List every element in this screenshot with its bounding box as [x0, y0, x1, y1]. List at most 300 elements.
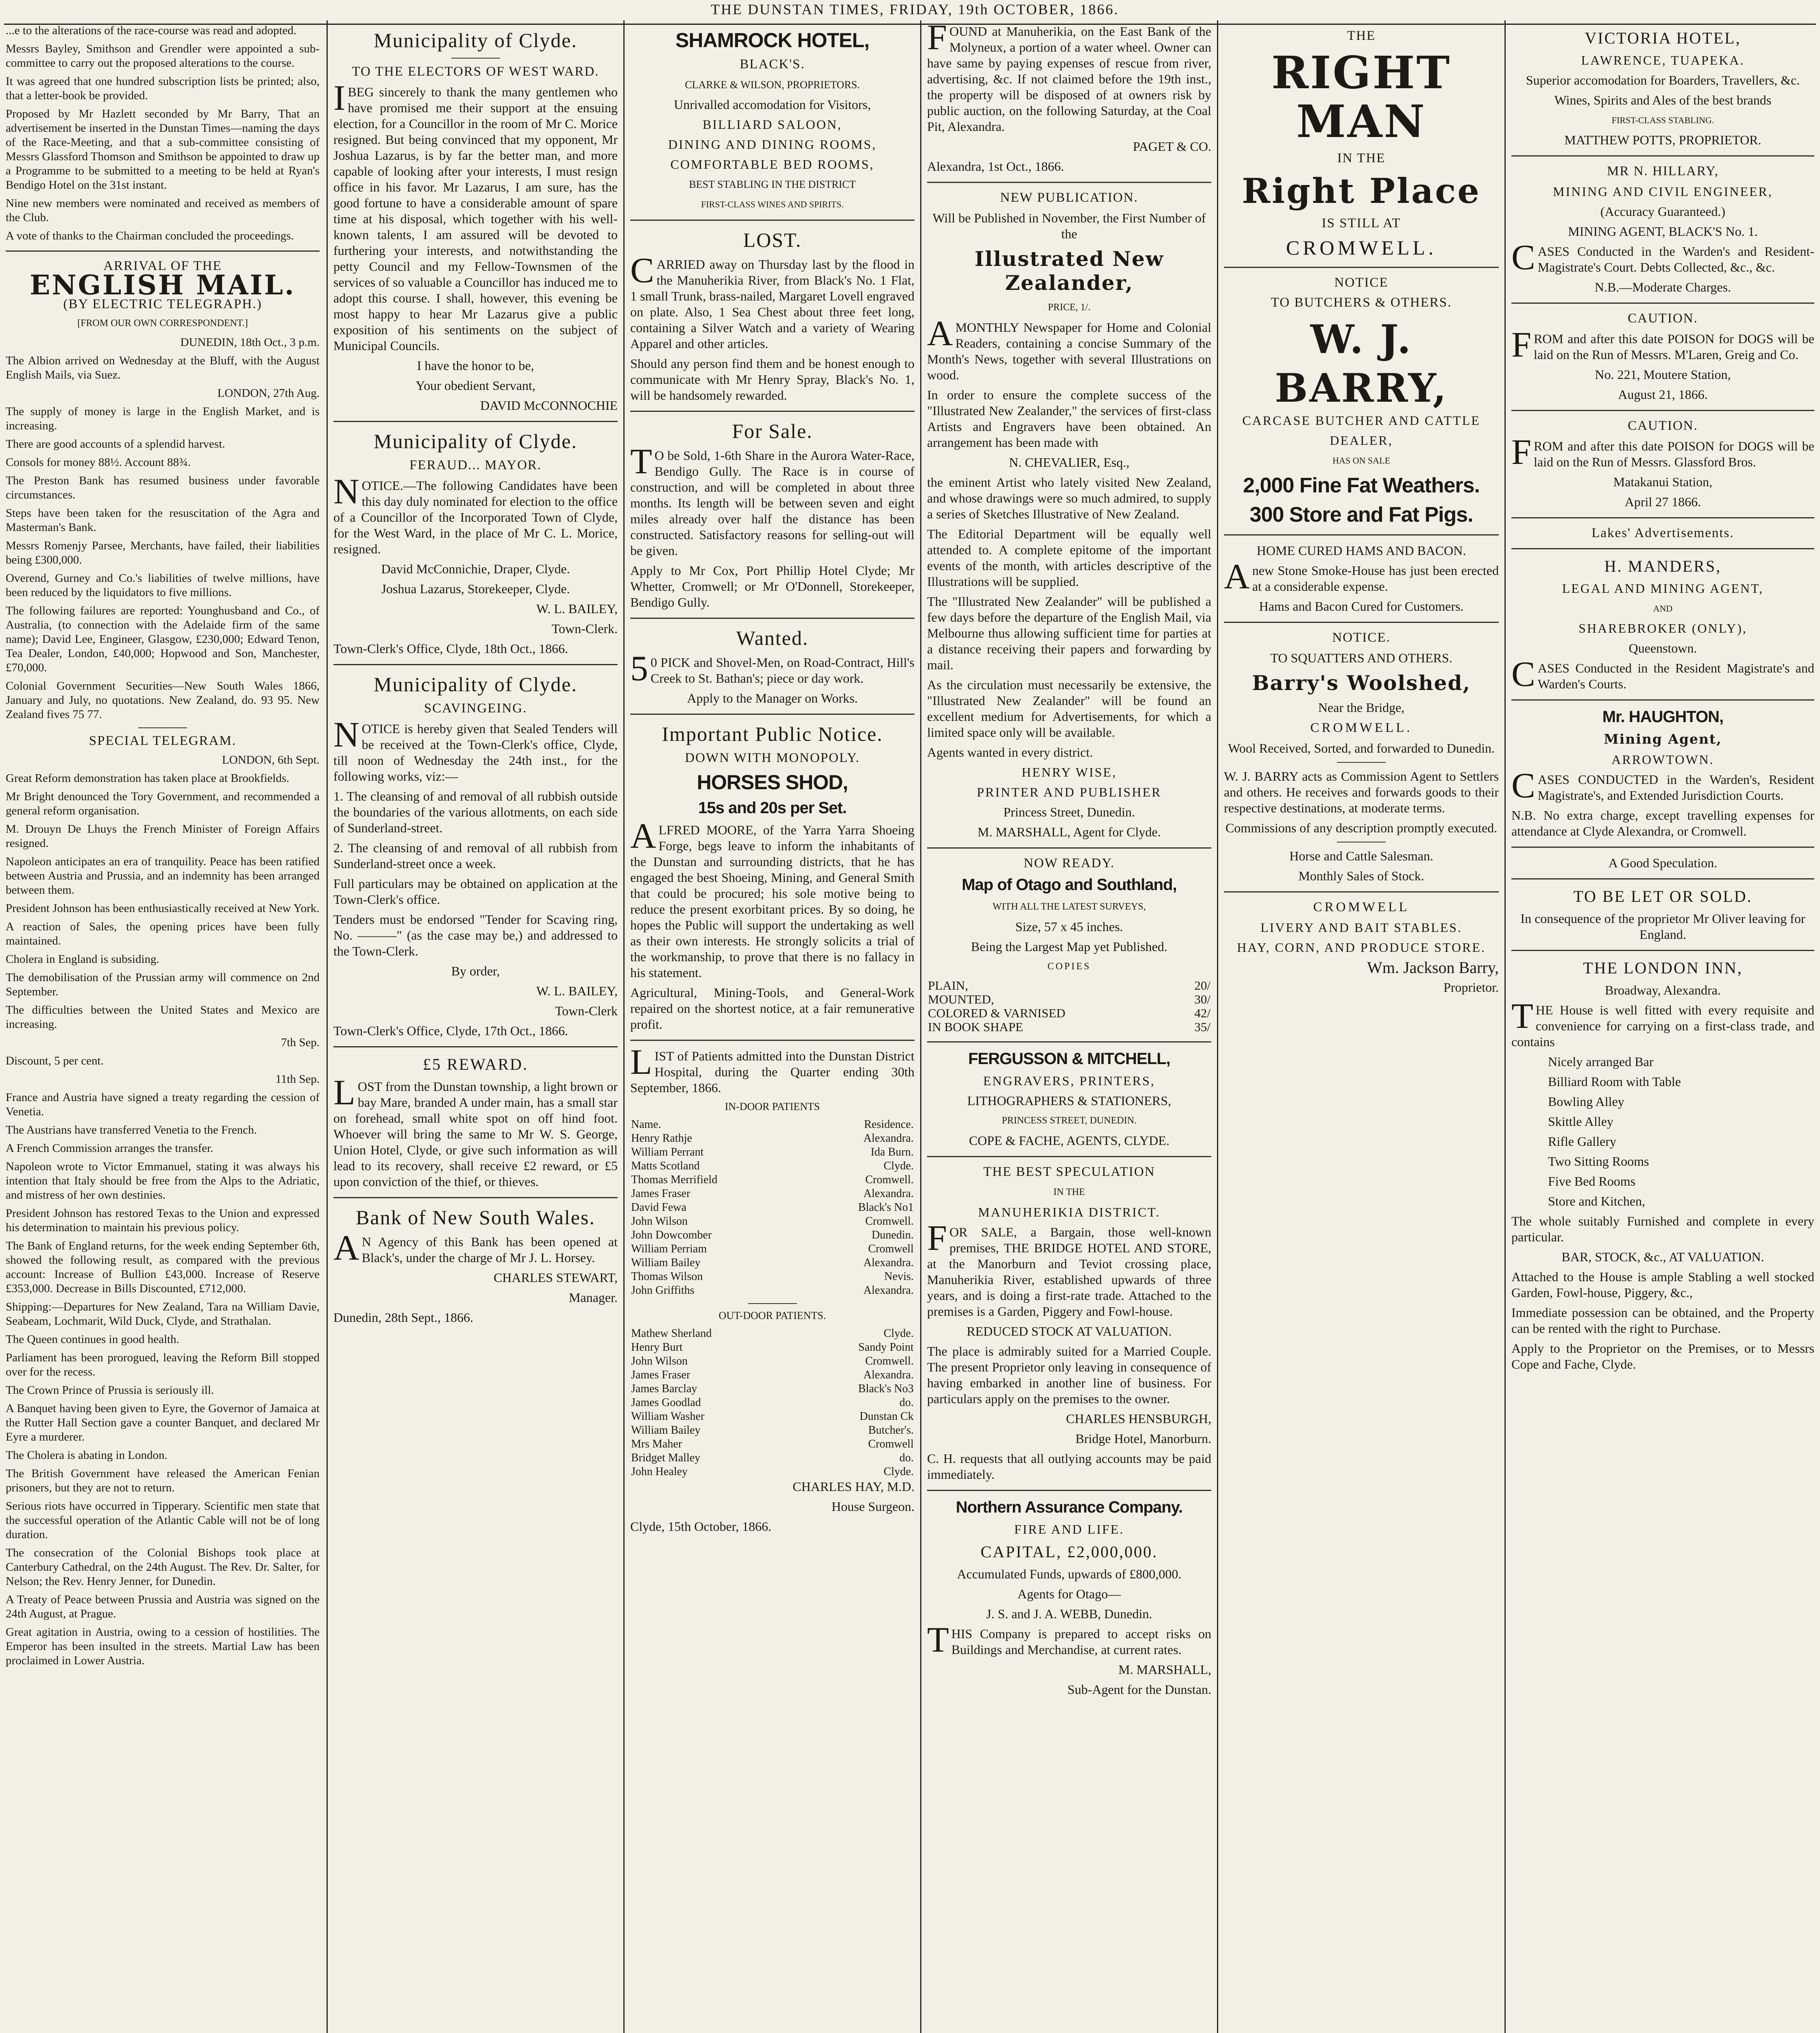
signature: Town-Clerk. — [551, 621, 618, 636]
headline: SHAMROCK HOTEL, — [675, 29, 869, 52]
headline: CAUTION. — [1628, 311, 1698, 326]
advert-body: NOTICE is hereby given that Sealed Tenders will be received at the Town-Clerk's office, Clyde, till noon of Wednesday the 24th inst., for the following works, viz:— — [333, 715, 618, 784]
advert-body: ALFRED MOORE, of the Yarra Yarra Shoeing Forge, begs leave to inform the inhabitants of the Dunstan and surrounding districts, that he has engaged the best Shoeing, Mining, and General Smith that could be procured; his sole motive being to reduce the present exorbitant prices. By so doing, he hopes the Public will support the undertaking as well as their own interests. He strongly solicits a trial of the workmanship, to prove that there is no fallacy in his statement. — [630, 816, 914, 980]
headline: Municipality of Clyde. — [374, 430, 577, 453]
advert-line: April 27 1866. — [1624, 494, 1701, 509]
headline: Lakes' Advertisements. — [1591, 526, 1734, 540]
advert-body: W. J. BARRY acts as Commission Agent to Settlers and others. He receives and forwards goods to their respective destinations, at moderate terms. — [1224, 769, 1499, 815]
advert-line: Queenstown. — [1628, 641, 1697, 655]
article-paragraph: Nine new members were nominated and received as members of the Club. — [6, 197, 320, 224]
headline: Illustrated New Zealander, — [974, 247, 1164, 295]
article-paragraph: Proposed by Mr Hazlett seconded by Mr Barry, That an advertisement be inserted in the Dunstan Times—naming the days of the Race-Meeting, and that a sub-committee consisting of Messrs Glassford Thomson and Smithson be appointed to draw up a Programme to be submitted to a meeting to be held at Ryan's Bendigo Hotel on the 31st instant. — [6, 107, 320, 192]
advert-body: C. H. requests that all outlying accounts may be paid immediately. — [927, 1451, 1211, 1482]
article-paragraph: Great Reform demonstration has taken place at Brookfields. — [6, 772, 290, 785]
headline: CAPITAL, £2,000,000. — [980, 1543, 1158, 1561]
advert-line: Broadway, Alexandra. — [1605, 983, 1721, 997]
column-municipal — [328, 20, 623, 2033]
dateline: 11th Sep. — [275, 1073, 320, 1086]
column-barry — [1218, 20, 1504, 2033]
advert-body: AN Agency of this Bank has been opened at Black's, under the charge of Mr J. L. Horsey. — [333, 1228, 618, 1268]
table-row: William Perriam Cromwell — [631, 1243, 914, 1255]
advert-line: Superior accomodation for Boarders, Travellers, &c. — [1526, 73, 1800, 87]
headline: RIGHT MAN — [1271, 46, 1452, 148]
advert-line: Being the Largest Map yet Published. — [971, 939, 1167, 954]
headline: FERGUSSON & MITCHELL, — [968, 1050, 1170, 1068]
advert-body: The place is admirably suited for a Married Couple. The present Proprietor only leaving in consequence of having embarked in another line of business. For particulars apply on the premises to the owner. — [927, 1344, 1211, 1406]
advert-line: AND — [1653, 603, 1673, 614]
headline: NOW READY. — [1023, 856, 1115, 871]
subheading: TO THE ELECTORS OF WEST WARD. — [352, 64, 599, 79]
divider — [1511, 878, 1814, 879]
subheading: FERAUD... MAYOR. — [409, 458, 542, 472]
advert-body: Immediate possession can be obtained, and the Property can be rented with the right to Purchase. — [1511, 1305, 1814, 1336]
advert-line: HAY, CORN, AND PRODUCE STORE. — [1237, 940, 1486, 955]
article-paragraph: France and Austria have signed a treaty regarding the cession of Venetia. — [6, 1091, 320, 1118]
advert-line: August 21, 1866. — [1618, 387, 1708, 402]
headline: NEW PUBLICATION. — [1000, 190, 1139, 205]
advert-line: Bridge Hotel, Manorburn. — [1075, 1431, 1211, 1446]
divider — [630, 411, 914, 412]
headline: Municipality of Clyde. — [374, 673, 577, 696]
headline: ENGLISH MAIL. — [30, 269, 296, 301]
list-item: Store and Kitchen, — [1548, 1194, 1646, 1208]
article-paragraph: Great agitation in Austria, owing to a cession of hostilities. The Emperor has been insulted in the streets. Martial Law has been proclaimed in Lower Austria. — [6, 1626, 320, 1667]
article-paragraph: Shipping:—Departures for New Zealand, Tara na William Davie, Seabeam, Lochmarit, Wild Duck, Clyde, and Strathalan. — [6, 1300, 320, 1328]
article-paragraph: The demobilisation of the Prussian army will commence on 2nd September. — [6, 971, 320, 998]
headline: CAUTION. — [1628, 418, 1698, 433]
article-paragraph: The Cholera is abating in London. — [6, 1449, 168, 1462]
advert-line: COMFORTABLE BED ROOMS, — [670, 157, 875, 172]
table-row: James Barclay Black's No3 — [631, 1382, 914, 1395]
column-header: Name. — [631, 1118, 661, 1131]
advert-line: N.B.—Moderate Charges. — [1594, 280, 1731, 294]
advert-line: LEGAL AND MINING AGENT, — [1562, 581, 1764, 596]
advert-date: Town-Clerk's Office, Clyde, 17th Oct., 1866. — [333, 1023, 568, 1038]
advert-body: 1. The cleansing of and removal of all rubbish outside the boundaries of the various allotments, on each side of Sunderland-street. — [333, 789, 618, 835]
advert-line: WITH ALL THE LATEST SURVEYS, — [993, 901, 1146, 912]
article-paragraph: M. Drouyn De Lhuys the French Minister of Foreign Affairs resigned. — [6, 823, 320, 850]
advert-body: FOUND at Manuherikia, on the East Bank of the Molyneux, a portion of a water wheel. Owner can have same by paying expenses of rescue from river, advertising, &c. If not claimed before the 19th inst., the property will be disposed of at owners risk by public auction, on the following Saturday, at the Coal Pit, Alexandra. — [927, 20, 1211, 134]
advert-body: NOTICE.—The following Candidates have been this day duly nominated for election to the office of a Councillor of the Incorporated Town of Clyde, for the West Ward, in the place of Mr C. L. Morice, resigned. — [333, 472, 618, 556]
article-paragraph: Serious riots have occurred in Tipperary. Scientific men state that the successful operation of the Atlantic Cable will not be of long duration. — [6, 1500, 320, 1541]
headline: 300 Store and Fat Pigs. — [1250, 503, 1473, 527]
headline: Northern Assurance Company. — [956, 1498, 1183, 1516]
advert-line: COPE & FACHE, AGENTS, CLYDE. — [969, 1133, 1170, 1148]
headline: H. MANDERS, — [1604, 557, 1722, 575]
advert-line: CLARKE & WILSON, PROPRIETORS. — [685, 79, 860, 91]
advert-line: N. CHEVALIER, Esq., — [1009, 455, 1130, 470]
article-paragraph: The British Government have released the American Fenian prisoners, but they are not to return. — [6, 1467, 320, 1494]
advert-body: The "Illustrated New Zealander" will be published a few days before the departure of the English Mail, via Melbourne thus allowing sufficient time for parties at a distance receiving their papers and forwarding by mail. — [927, 594, 1211, 672]
advert-line: No. 221, Moutere Station, — [1595, 367, 1731, 382]
signature: Town-Clerk — [555, 1003, 618, 1018]
table-row: Thomas Wilson Nevis. — [631, 1270, 914, 1283]
advert-line: Unrivalled accomodation for Visitors, — [674, 97, 871, 112]
table-row: John Dowcomber Dunedin. — [631, 1229, 914, 1241]
price-table — [927, 979, 1211, 1034]
table-row: Henry Rathje Alexandra. — [631, 1132, 914, 1145]
advert-line: ARROWTOWN. — [1611, 752, 1714, 767]
table-row: William Bailey Butcher's. — [631, 1424, 914, 1437]
headline: MR N. HILLARY, — [1607, 164, 1719, 178]
advert-body: As the circulation must necessarily be extensive, the "Illustrated New Zealander" will be found an excellent medium for Advertisements, for which a limited space only will be available. — [927, 677, 1211, 740]
signature: W. L. BAILEY, — [536, 984, 618, 998]
advert-body: THIS Company is prepared to accept risks on Buildings and Merchandise, at current rates. — [927, 1620, 1211, 1660]
advert-line: Horse and Cattle Salesman. — [1289, 849, 1433, 863]
column-header: Residence. — [864, 1118, 914, 1131]
divider — [1511, 699, 1814, 701]
advert-line: FIRST-CLASS STABLING. — [1611, 115, 1714, 125]
table-row: Mathew Sherland Clyde. — [631, 1327, 914, 1340]
divider — [1224, 891, 1499, 892]
article-paragraph: Mr Bright denounced the Tory Government, and recommended a general reform organisation. — [6, 790, 320, 817]
article-paragraph: The following failures are reported: Younghusband and Co., of Australia, (to connection with the Adelaide firm of the same name); David Lee, Engineer, Glasgow, £230,000; Edward Tenon, Tea Dealer, London, £40,000; Hopwood and Son, Manchester, £70,000. — [6, 604, 320, 674]
article-paragraph: Consols for money 88½. Account 88¾. — [6, 456, 191, 469]
advert-line: (Accuracy Guaranteed.) — [1600, 204, 1726, 219]
table-row: David Fewa Black's No1 — [631, 1201, 914, 1214]
advert-line: TO SQUATTERS AND OTHERS. — [1270, 651, 1452, 665]
divider — [927, 1041, 1211, 1043]
advert-line: PRINCESS STREET, DUNEDIN. — [1001, 1115, 1137, 1126]
advert-body: The whole suitably Furnished and complete in every particular. — [1511, 1214, 1814, 1244]
divider — [1511, 950, 1814, 951]
article-paragraph: President Johnson has been enthusiastically received at New York. — [6, 902, 320, 915]
headline: W. J. BARRY, — [1275, 316, 1448, 411]
advert-line: By order, — [451, 964, 500, 978]
headline: Map of Otago and Southland, — [962, 876, 1177, 894]
advert-line: Accumulated Funds, upwards of £800,000. — [957, 1567, 1182, 1581]
headline: CROMWELL. — [1310, 720, 1413, 735]
advert-line: BAR, STOCK, &c., AT VALUATION. — [1561, 1249, 1764, 1264]
advert-line: MINING AND CIVIL ENGINEER, — [1553, 184, 1773, 199]
article-paragraph: Messrs Bayley, Smithson and Grendler were appointed a sub-committee to carry out the proposed alterations to the course. — [6, 42, 320, 70]
signature: PRINTER AND PUBLISHER — [977, 785, 1162, 799]
list-item: Five Bed Rooms — [1548, 1174, 1636, 1188]
article-paragraph: A reaction of Sales, the opening prices have been fully maintained. — [6, 920, 320, 947]
signature: DAVID McCONNOCHIE — [480, 398, 618, 413]
table-row: MOUNTED, 30/ — [928, 992, 1210, 1006]
divider — [333, 421, 618, 422]
divider — [1224, 534, 1499, 535]
divider — [138, 727, 187, 728]
advert-body: In order to ensure the complete success of the "Illustrated New Zealander," the services of first-class Artists and Engravers have been obtained. An arrangement has been made with — [927, 387, 1211, 450]
divider — [927, 1156, 1211, 1157]
advert-body: Wool Received, Sorted, and forwarded to Dunedin. — [1228, 741, 1495, 755]
advert-body: CARRIED away on Thursday last by the flood in the Manuherikia River, from Black's No. 1 Flat, 1 small Trunk, brass-nailed, Margaret Lovell engraved on plate. Also, 1 Sea Chest about three feet long, containing a Silver Watch and a variety of Wearing Apparel and other articles. — [630, 251, 914, 351]
column-news — [0, 20, 325, 2033]
dateline: LONDON, 6th Sept. — [222, 753, 320, 766]
article-paragraph: A vote of thanks to the Chairman concluded the proceedings. — [6, 229, 294, 242]
column-lakes-adverts — [1506, 20, 1820, 2033]
table-row: Mrs Maher Cromwell — [631, 1438, 914, 1450]
headline: Bank of New South Wales. — [356, 1206, 595, 1229]
table-row: Bridget Malley do. — [631, 1452, 914, 1464]
advert-date: Dunedin, 28th Sept., 1866. — [333, 1310, 473, 1325]
divider — [1511, 303, 1814, 304]
headline: (BY ELECTRIC TELEGRAPH.) — [63, 297, 262, 311]
advert-date: Town-Clerk's Office, Clyde, 18th Oct., 1866. — [333, 641, 568, 656]
article-paragraph: The consecration of the Colonial Bishops took place at Canterbury Cathedral, on the 24th August. The Rev. Dr. Salter, for Nelson; the Rev. Henry Jenner, for Dunedin. — [6, 1546, 320, 1588]
table-row: James Fraser Alexandra. — [631, 1187, 914, 1200]
masthead-title: THE DUNSTAN TIMES, FRIDAY, 19th OCTOBER, 1866. — [711, 1, 1119, 17]
advert-body: N.B. No extra charge, except travelling expenses for attendance at Clyde Alexandra, or Cromwell. — [1511, 808, 1814, 838]
advert-line: COPIES — [1047, 961, 1091, 972]
divider — [333, 664, 618, 665]
advert-body: Should any person find them and be honest enough to communicate with Mr Henry Spray, Black's No. 1, will be handsomely rewarded. — [630, 356, 914, 403]
advert-body: CASES Conducted in the Warden's and Resident-Magistrate's Court. Debts Collected, &c., &c. — [1511, 238, 1814, 277]
divider — [927, 182, 1211, 183]
subheading: 15s and 20s per Set. — [698, 799, 847, 817]
subheading: DOWN WITH MONOPOLY. — [685, 751, 860, 765]
advert-body: CASES Conducted in the Resident Magistrate's and Warden's Courts. — [1511, 655, 1814, 694]
masthead — [0, 0, 1820, 18]
advert-body: IBEG sincerely to thank the many gentlemen who have promised me their support at the ensuing election, for a Councillor in the room of Mr C. Morice resigned. But being convinced that my opponent, Mr Joshua Lazarus, is by far the better man, and more capable of looking after your interests, I must resign office in his favor. Mr Lazarus, I am sure, has the good fortune to have a considerable amount of spare time at his disposal, which together with his well-known talents, I am assured will be devoted to furthering your interests, and notwithstanding the petty Council and my Fellow-Townsmen of the services of so valuable a Councillor has induced me to adopt this course. I shall, however, this evening be most happy to hear Mr Lazarus give a public exposition of his sentiments on the subject of Municipal Councils. — [333, 78, 618, 353]
table-row: Henry Burt Sandy Point — [631, 1341, 914, 1354]
signature: PAGET & CO. — [1133, 139, 1211, 154]
table-row: William Bailey Alexandra. — [631, 1256, 914, 1269]
advert-body: FOR SALE, a Bargain, those well-known premises, THE BRIDGE HOTEL AND STORE, at the Manorburn and Teviot crossing place, Manuherikia River, established upwards of three years, and is doing a first-rate trade. Attached to the premises is a Garden, Piggery and Fowl-house. — [927, 1219, 1211, 1319]
list-item: Two Sitting Rooms — [1548, 1154, 1649, 1169]
dateline: DUNEDIN, 18th Oct., 3 p.m. — [180, 336, 320, 349]
table-row: IN BOOK SHAPE 35/ — [928, 1020, 1210, 1034]
advert-date: Alexandra, 1st Oct., 1866. — [927, 159, 1064, 174]
headline: £5 REWARD. — [423, 1055, 528, 1073]
divider — [1511, 410, 1814, 411]
headline: VICTORIA HOTEL, — [1585, 29, 1741, 47]
advert-body: In consequence of the proprietor Mr Oliver leaving for England. — [1520, 911, 1805, 942]
article-paragraph: A French Commission arranges the transfer. — [6, 1142, 213, 1155]
advert-body: LOST from the Dunstan township, a light brown or bay Mare, branded A under main, has a small star on forehead, small white spot on off hind foot. Whoever will bring the same to Mr W. S. George, Union Hotel, Clyde, or give such information as will lead to its recovery, shall receive £2 reward, or £5 upon conviction of the thief, or thieves. — [333, 1073, 618, 1189]
divider — [451, 58, 500, 59]
advert-body: The Editorial Department will be equally well attended to. A complete epitome of the important events of the month, with articles descriptive of the Illustrations will be supplied. — [927, 527, 1211, 589]
headline: THE LONDON INN, — [1583, 959, 1743, 977]
advert-line: DEALER, — [1330, 433, 1393, 448]
list-item: Rifle Gallery — [1548, 1134, 1616, 1149]
advert-line: A Good Speculation. — [1608, 855, 1718, 870]
advert-line: Princess Street, Dunedin. — [1003, 805, 1135, 819]
advert-line: HAS ON SALE — [1332, 455, 1390, 466]
headline: Mining Agent, — [1604, 731, 1722, 747]
advert-body: Full particulars may be obtained on application at the Town-Clerk's office. — [333, 876, 618, 907]
advert-line: Your obedient Servant, — [416, 378, 536, 393]
advert-line: Wines, Spirits and Ales of the best brands — [1554, 93, 1772, 107]
article-paragraph: Napoleon anticipates an era of tranquility. Peace has been ratified between Austria and Prussia, and an indemnity has been arranged between them. — [6, 855, 320, 897]
table-row: James Fraser Alexandra. — [631, 1369, 914, 1381]
article-paragraph: Overend, Gurney and Co.'s liabilities of twelve millions, have been reduced by the liquidators to five millions. — [6, 572, 320, 599]
divider — [1337, 762, 1386, 763]
table-row: John Griffiths Alexandra. — [631, 1284, 914, 1297]
headline: Barry's Woolshed, — [1252, 671, 1471, 695]
advert-body: CASES CONDUCTED in the Warden's, Resident Magistrate's, and Extended Jurisdiction Courts. — [1511, 766, 1814, 805]
dateline: LONDON, 27th Aug. — [217, 387, 320, 400]
divider — [1511, 847, 1814, 848]
table-row: William Perrant Ida Burn. — [631, 1146, 914, 1158]
advert-line: REDUCED STOCK AT VALUATION. — [967, 1324, 1172, 1339]
signature: House Surgeon. — [832, 1499, 914, 1514]
advert-body: 2. The cleansing of and removal of all rubbish from Sunderland-street once a week. — [333, 840, 618, 871]
signature: HENRY WISE, — [1021, 765, 1117, 779]
out-door-patients-table — [630, 1327, 914, 1479]
advert-body: Attached to the House is ample Stabling a well stocked Garden, Fowl-house, Piggery, &c., — [1511, 1269, 1814, 1300]
advert-line: MANUHERIKIA DISTRICT. — [978, 1205, 1160, 1219]
article-paragraph: Napoleon wrote to Victor Emmanuel, stating it was always his intention that Italy should be free from the Alps to the Adriatic, and mistress of her own destinies. — [6, 1160, 320, 1202]
advert-line: Monthly Sales of Stock. — [1298, 868, 1424, 883]
list-item: Nicely arranged Bar — [1548, 1054, 1654, 1069]
advert-line: Matakanui Station, — [1613, 475, 1713, 489]
divider — [1511, 548, 1814, 549]
table-row: Thomas Merrifield Cromwell. — [631, 1173, 914, 1186]
headline: CROMWELL. — [1286, 236, 1437, 259]
article-paragraph: President Johnson has restored Texas to the Union and expressed his determination to maintain his previous policy. — [6, 1207, 320, 1234]
advert-body: Apply to Mr Cox, Port Phillip Hotel Clyde; Mr Whetter, Cromwell; or Mr O'Donnell, Storekeeper, Bendigo Gully. — [630, 563, 914, 609]
article-paragraph: The Preston Bank has resumed business under favorable circumstances. — [6, 474, 320, 501]
headline: THE BEST SPECULATION — [983, 1165, 1155, 1179]
divider — [1511, 155, 1814, 157]
advert-body: Commissions of any description promptly executed. — [1225, 821, 1498, 835]
headline: For Sale. — [732, 420, 813, 442]
article-paragraph: The Albion arrived on Wednesday at the Bluff, with the August English Mails, via Suez. — [6, 354, 320, 381]
in-door-patients-table — [630, 1118, 914, 1297]
advert-line: Apply to the Manager on Works. — [687, 691, 858, 705]
signature: M. MARSHALL, — [1118, 1662, 1211, 1677]
article-paragraph: The Bank of England returns, for the week ending September 6th, showed the following result, as compared with the previous account: Increase of Bullion £43,000. Increase of Reserve £353,000. Decrease in Bills Discounted, £712,000. — [6, 1239, 320, 1295]
headline: 2,000 Fine Fat Weathers. — [1243, 474, 1480, 497]
advert-body: Tenders must be endorsed "Tender for Scaving ring, No. ———" (as the case may be,) and addressed to the Town-Clerk. — [333, 912, 618, 958]
advert-line: M. MARSHALL, Agent for Clyde. — [977, 825, 1161, 839]
subheading: TO BUTCHERS & OTHERS. — [1271, 295, 1452, 310]
advert-body: Agents wanted in every district. — [927, 745, 1093, 760]
divider — [630, 618, 914, 619]
signature: CHARLES HAY, M.D. — [792, 1479, 914, 1494]
signature: Proprietor. — [1443, 980, 1499, 995]
advert-line: David McConnichie, Draper, Clyde. — [381, 562, 570, 576]
advert-line: LIVERY AND BAIT STABLES. — [1260, 920, 1463, 935]
divider — [927, 1490, 1211, 1491]
divider — [630, 714, 914, 715]
advert-line: FIRE AND LIFE. — [1014, 1522, 1124, 1537]
headline: ARRIVAL OF THE — [103, 259, 222, 273]
table-row: James Goodlad do. — [631, 1396, 914, 1409]
headline: NOTICE — [1334, 275, 1389, 290]
advert-line: Agents for Otago— — [1017, 1587, 1121, 1601]
advert-line: LITHOGRAPHERS & STATIONERS, — [967, 1093, 1171, 1108]
signature: MATTHEW POTTS, PROPRIETOR. — [1564, 133, 1761, 147]
table-row: PLAIN, 20/ — [928, 978, 1210, 993]
advert-body: 50 PICK and Shovel-Men, on Road-Contract, Hill's Creek to St. Bathan's; piece or day work. — [630, 649, 914, 688]
headline: Wanted. — [736, 627, 809, 649]
advert-line: Hams and Bacon Cured for Customers. — [1259, 599, 1464, 614]
table-row: COLORED & VARNISED 42/ — [928, 1006, 1210, 1020]
divider — [748, 1303, 797, 1304]
advert-line: ENGRAVERS, PRINTERS, — [983, 1073, 1156, 1088]
headline: SPECIAL TELEGRAM. — [89, 734, 237, 748]
advert-body: Apply to the Proprietor on the Premises, or to Messrs Cope and Fache, Clyde. — [1511, 1341, 1814, 1371]
advert-line: Joshua Lazarus, Storekeeper, Clyde. — [381, 581, 570, 596]
advert-line: J. S. and J. A. WEBB, Dunedin. — [986, 1606, 1152, 1621]
divider — [927, 847, 1211, 849]
divider — [630, 220, 914, 221]
list-item: Billiard Room with Table — [1548, 1074, 1681, 1089]
divider — [333, 1046, 618, 1047]
subheading: SCAVINGEING. — [424, 701, 527, 716]
headline: Right Place — [1242, 171, 1481, 211]
advert-line: SHAREBROKER (ONLY), — [1578, 621, 1747, 636]
subheading: OUT-DOOR PATIENTS. — [718, 1310, 826, 1321]
signature: Wm. Jackson Barry, — [1367, 958, 1499, 977]
signature: Sub-Agent for the Dunstan. — [1067, 1682, 1211, 1697]
article-paragraph: ...e to the alterations of the race-course was read and adopted. — [6, 24, 297, 37]
advert-line: MINING AGENT, BLACK'S No. 1. — [1568, 224, 1758, 239]
headline: NOTICE. — [1332, 630, 1391, 645]
article-paragraph: There are good accounts of a splendid harvest. — [6, 438, 225, 451]
column-hotel-adverts — [625, 20, 920, 2033]
advert-date: Clyde, 15th October, 1866. — [630, 1519, 772, 1534]
advert-body: LIST of Patients admitted into the Dunstan District Hospital, during the Quarter ending 30th September, 1866. — [630, 1043, 914, 1095]
list-item: Skittle Alley — [1548, 1114, 1613, 1129]
advert-line: CARCASE BUTCHER AND CATTLE — [1242, 413, 1480, 428]
signature: W. L. BAILEY, — [536, 601, 618, 616]
advert-line: BEST STABLING IN THE DISTRICT — [689, 178, 856, 190]
article-paragraph: A Banquet having been given to Eyre, the Governor of Jamaica at the Rutter Hall Section gave a counter Banquet, and declared Mr Eyre a murderer. — [6, 1402, 320, 1443]
signature: Manager. — [569, 1290, 618, 1305]
column-publications — [921, 20, 1217, 2033]
advert-line: DINING AND DINING ROOMS, — [668, 137, 877, 152]
divider — [1511, 517, 1814, 518]
headline: Municipality of Clyde. — [374, 29, 577, 52]
article-paragraph: Parliament has been prorogued, leaving the Reform Bill stopped over for the recess. — [6, 1351, 320, 1378]
subheading: IN-DOOR PATIENTS — [725, 1101, 820, 1112]
headline: LOST. — [743, 229, 802, 251]
divider — [6, 250, 320, 252]
table-row: William Washer Dunstan Ck — [631, 1410, 914, 1423]
advert-body: AMONTHLY Newspaper for Home and Colonial Readers, containing a concise Summary of the Month's News, together with several Illustrations on wood. — [927, 314, 1211, 382]
headline: TO BE LET OR SOLD. — [1573, 887, 1753, 905]
divider — [1224, 622, 1499, 623]
article-paragraph: Steps have been taken for the resuscitation of the Agra and Masterman's Bank. — [6, 507, 320, 534]
article-paragraph: The Austrians have transferred Venetia to the French. — [6, 1123, 257, 1136]
table-row: John Wilson Cromwell. — [631, 1355, 914, 1367]
table-row: John Healey Clyde. — [631, 1465, 914, 1478]
advert-body: TO be Sold, 1-6th Share in the Aurora Water-Race, Bendigo Gully. The Race is in course of construction, and will be completed in about three months. Its length will be between seven and eight miles already over half the distance has been constructed. Satisfactory reasons for selling-out will be given. — [630, 442, 914, 558]
divider — [630, 1040, 914, 1041]
byline: [FROM OUR OWN CORRESPONDENT.] — [77, 318, 248, 329]
article-paragraph: The Queen continues in good health. — [6, 1333, 179, 1346]
list-item: Bowling Alley — [1548, 1094, 1624, 1109]
headline: CROMWELL — [1313, 900, 1410, 914]
article-paragraph: The Crown Prince of Prussia is seriously ill. — [6, 1384, 214, 1397]
advert-line: FIRST-CLASS WINES AND SPIRITS. — [701, 199, 844, 209]
divider — [333, 1197, 618, 1198]
headline: Mr. HAUGHTON, — [1602, 708, 1724, 726]
advert-line: LAWRENCE, TUAPEKA. — [1581, 53, 1745, 67]
advert-line: BILLIARD SALOON, — [702, 117, 843, 132]
article-paragraph: Colonial Government Securities—New South Wales 1866, January and July, no quotations. New Zealand, do. 93 95. New Zealand fives 75 77. — [6, 679, 320, 721]
headline: THE — [1347, 28, 1376, 43]
advert-body: Anew Stone Smoke-House has just been erected at a considerable expense. — [1224, 557, 1499, 596]
advert-line: Near the Bridge, — [1318, 700, 1405, 715]
article-paragraph: A Treaty of Peace between Prussia and Austria was signed on the 24th August, at Prague. — [6, 1593, 320, 1620]
signature: CHARLES STEWART, — [493, 1270, 618, 1285]
subheading: BLACK'S. — [740, 57, 805, 72]
advert-line: Size, 57 x 45 inches. — [1015, 919, 1123, 934]
divider — [1224, 267, 1499, 268]
article-paragraph: It was agreed that one hundred subscription lists be printed; also, that a letter-book be provided. — [6, 75, 320, 102]
signature: CHARLES HENSBURGH, — [1066, 1411, 1211, 1426]
article-paragraph: The supply of money is large in the English Market, and is increasing. — [6, 405, 320, 432]
amenities-list — [1511, 1054, 1814, 1209]
headline: Important Public Notice. — [662, 723, 883, 745]
headline: IS STILL AT — [1321, 216, 1401, 231]
